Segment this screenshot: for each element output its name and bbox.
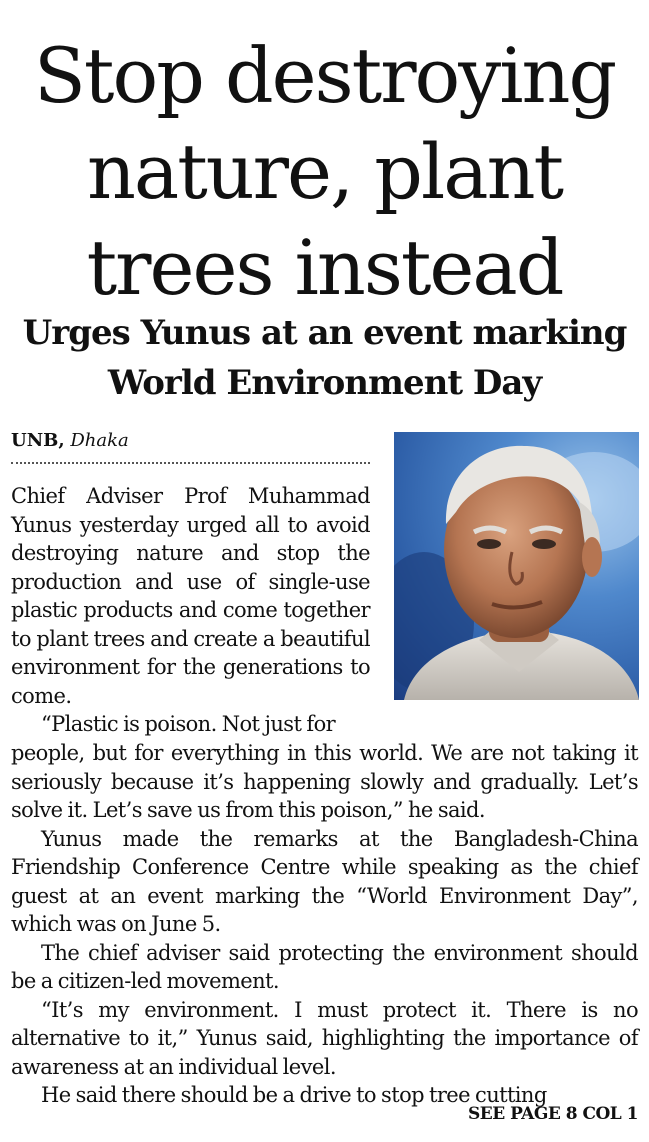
headline-line-1: Stop destroying	[33, 31, 616, 120]
subheadline-line-2: World Environment Day	[107, 363, 542, 403]
article-body-full	[11, 739, 638, 1110]
headline-line-2: nature, plant	[86, 127, 563, 216]
paragraph-5: “It’s my environment. I must protect it. There is no alternative to it,” Yunus said, highlighting the importance of awareness at an individual level.	[11, 997, 638, 1079]
paragraph-6: He said there should be a drive to stop tree cutting	[41, 1083, 547, 1107]
byline-location: Dhaka	[70, 430, 129, 451]
paragraph-4: The chief adviser said protecting the environment should be a citizen-led movement.	[11, 940, 638, 993]
subheadline-line-1: Urges Yunus at an event marking	[22, 313, 627, 353]
headline-line-3: trees instead	[86, 223, 563, 312]
headline	[0, 28, 649, 316]
paragraph-3: Yunus made the remarks at the Bangladesh-China Friendship Conference Centre while speaking as the chief guest at an event marking the “World Environment Day”, which was on June 5.	[11, 826, 638, 936]
portrait-illustration	[394, 432, 639, 700]
continuation-reference: SEE PAGE 8 COL 1	[467, 1104, 638, 1124]
paragraph-2-continued: people, but for everything in this world. We are not taking it seriously because it’s happening slowly and gradually. Let’s solve it. Let’s save us from this poison,” he said.	[11, 741, 638, 822]
paragraph-2-start: “Plastic is poison. Not just for	[41, 712, 336, 736]
article-body-column	[11, 482, 370, 739]
byline	[11, 430, 129, 451]
paragraph-1: Chief Adviser Prof Muhammad Yunus yesterday urged all to avoid destroying nature and stop the production and use of single-use plastic products and come together to plant trees and create a beautiful environment for the generations to come.	[11, 484, 370, 708]
portrait-photo	[394, 432, 639, 700]
subheadline	[0, 308, 649, 408]
byline-source: UNB,	[11, 430, 65, 451]
byline-divider	[11, 462, 370, 464]
